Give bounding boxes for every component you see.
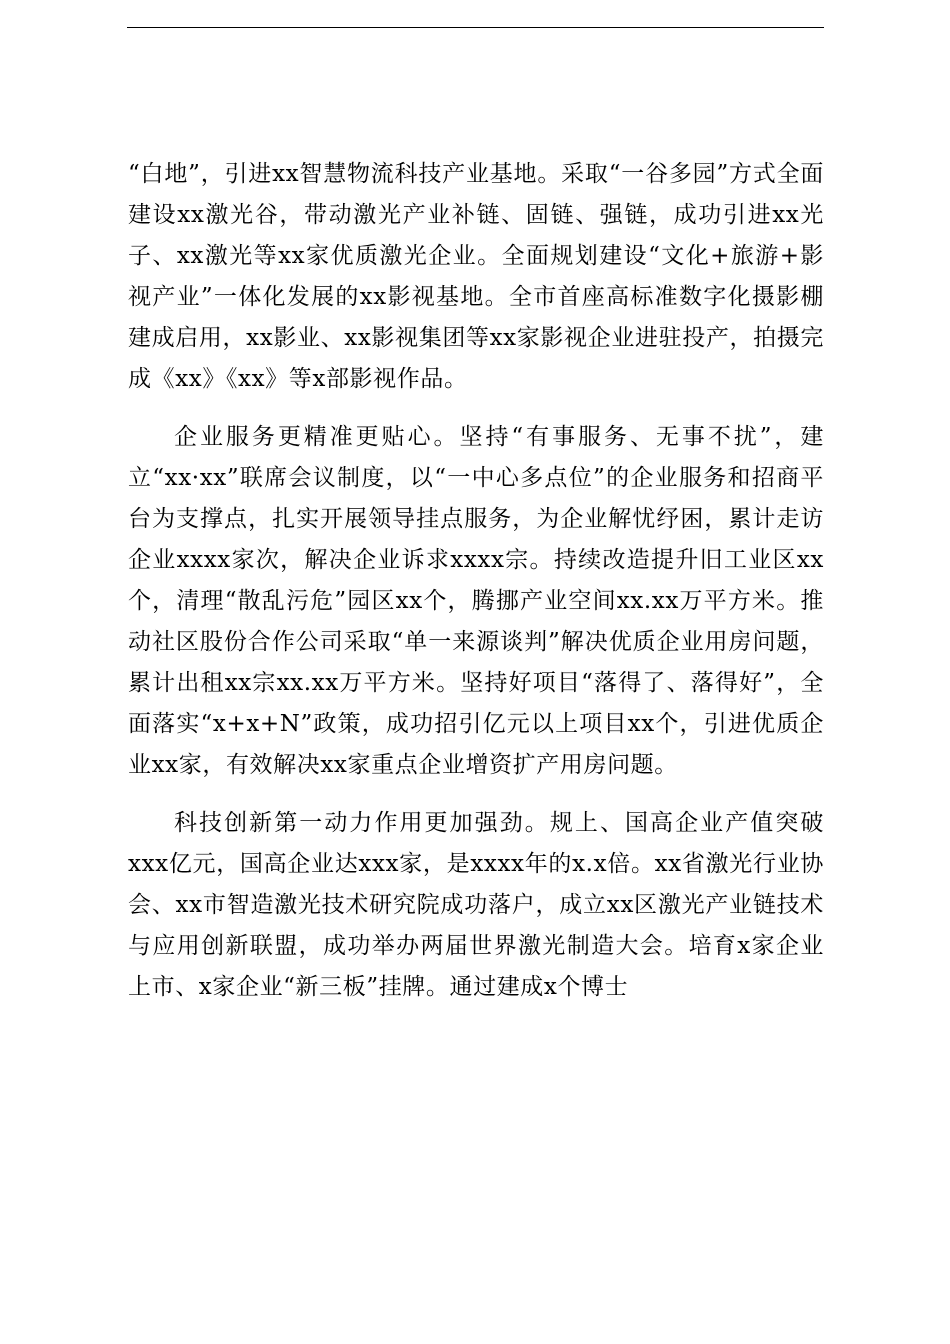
paragraph-tech-innovation: 科技创新第一动力作用更加强劲。规上、国高企业产值突破xxx亿元，国高企业达xxx家，是xxxx年的x.x倍。xx省激光行业协会、xx市智造激光技术研究院成功落户，成立xx区激光产业链技术与应用创新联盟，成功举办两届世界激光制造大会。培育x家企业上市、x家企业“新三板”挂牌。通过建成x个博士 <box>128 810 824 1000</box>
header-rule <box>127 27 824 28</box>
paragraph-continuation: “白地”，引进xx智慧物流科技产业基地。采取“一谷多园”方式全面建设xx激光谷，带动激光产业补链、固链、强链，成功引进xx光子、xx激光等xx家优质激光企业。全面规划建设“文化+旅游+影视产业”一体化发展的xx影视基地。全市首座高标准数字化摄影棚建成启用，xx影业、xx影视集团等xx家影视企业进驻投产，拍摄完成《xx》《xx》等x部影视作品。 <box>128 161 824 392</box>
document-body <box>128 154 824 1008</box>
paragraph-enterprise-services: 企业服务更精准更贴心。坚持“有事服务、无事不扰”，建立“xx·xx”联席会议制度，以“一中心多点位”的企业服务和招商平台为支撑点，扎实开展领导挂点服务，为企业解忧纾困，累计走访企业xxxx家次，解决企业诉求xxxx宗。持续改造提升旧工业区xx个，清理“散乱污危”园区xx个，腾挪产业空间xx.xx万平方米。推动社区股份合作公司采取“单一来源谈判”解决优质企业用房问题，累计出租xx宗xx.xx万平方米。坚持好项目“落得了、落得好”，全面落实“x+x+N”政策，成功招引亿元以上项目xx个，引进优质企业xx家，有效解决xx家重点企业增资扩产用房问题。 <box>128 424 824 778</box>
